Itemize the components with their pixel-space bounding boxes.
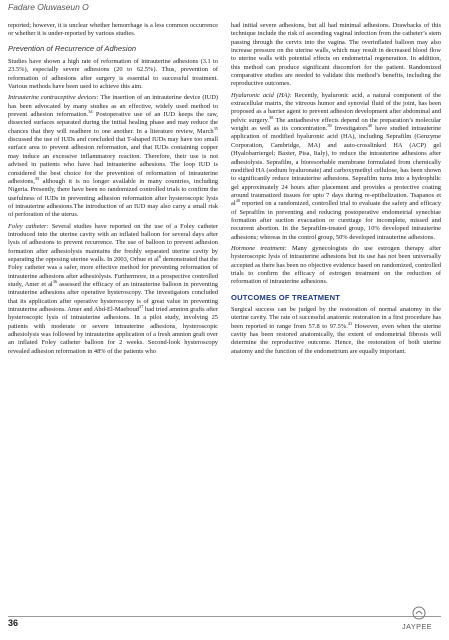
paragraph bbox=[8, 22, 218, 39]
paragraph-text: although it is no longer available in many countries, including Nigeria. Presently, there have been no randomized controlled trials to confirm the usefulness of IUDs in preventing adhesion reformation after hysteroscopic lysis of intrauterine adhesions.The introduction of an IUD may also carry a small risk of perforation of the uterus. bbox=[8, 177, 218, 219]
paragraph-text: Several studies have reported on the use of a Foley catheter introduced into the uterine cavity with an inflated balloon for several days after lysis of adhesions to prevent recurrence. The use of balloon to prevent adhesion formation after adhesiolysis maintains the freshly separated uterine cavity by separating the opposing uterine walls. In 2003, Orhue et al bbox=[8, 222, 218, 263]
publisher-logo: JAYPEE bbox=[402, 622, 433, 631]
paragraph-text: assessed the efficacy of an intrauterine balloon in preventing intrauterine adhesions after operative hysteroscopy. The investigators concluded that its application after operative hysteroscopy is of great value in preventing intrauterine adhesions. Amer and Abd-El-Maeboud bbox=[8, 280, 219, 313]
paragraph-text: Many gynecologists do use estrogen therapy after hysteroscopic lysis of intrauterine adhesions but its use has not been universally accepted as there has been no objective evidence based on randomized, controlled trials to confirm the efficacy of estrogen treatment on the reduction of reformation of intrauterine adhesions. bbox=[231, 244, 441, 286]
paragraph-lead: Foley catheter: bbox=[8, 222, 49, 230]
paragraph-text: The insertion of an intrauterine device (IUD) has been advocated by many studies as an effective, widely used method to prevent adhesion reformation. bbox=[8, 94, 218, 119]
citation: 41 bbox=[347, 320, 353, 326]
paragraph-text: The antiadhesive effects depend on the preparation’s molecular weight as well as its concentration. bbox=[231, 116, 441, 133]
citation: 38 bbox=[269, 114, 274, 120]
paragraph-text: Investigators bbox=[331, 125, 368, 133]
paragraph bbox=[231, 245, 441, 287]
citation: 36 bbox=[52, 278, 58, 284]
citation: 40 bbox=[235, 198, 241, 204]
paragraph bbox=[231, 306, 441, 356]
paragraph bbox=[8, 94, 218, 219]
paragraph-text: Recently, hyaluronic acid, a natural component of the extracellular matrix, the vitreous humor and synovial fluid of the joint, has been proposed as a barrier agent to prevent adhesion development after abdominal and pelvic surgery. bbox=[231, 91, 441, 124]
paragraph-text: have studied intrauterine application of modified hyaluronic acid (HA), including Seprafilm (Genzyme Corporation, Cambridge, MA) and auto-crosslinked HA (ACP) gel (Hyalobarriergel; Baxter, Pisa, Italy), to reduce the intrauterine adhesions after adhesiolysis. Seprafilm, a bioresorbable membrane formulated from chemically modified HA (sodium hyaluronate) and carboxymethyl cellulose, has been shown to significantly reduce intrauterine adhesions. Seprafilm turns into a hydrophilic gel approximately 24 hours after placement and provides a protective coating around traumatized tissues for upto 7 days during re-epithelization. Tsapanos et al bbox=[231, 125, 441, 208]
paragraph-text: Studies have shown a high rate of reformation of intrauterine adhesions (3.1 to 23.5%), especially severe adhesions (20 to 62.5%). Thus, prevention of reformation of adhesions after surgery is essential to successful treatment. Various methods have been used to achieve this aim. bbox=[8, 58, 218, 91]
citation: 39 bbox=[327, 123, 332, 128]
paragraph-text: demonstrated that the Foley catheter was a safer, more effective method for preventing reformation of intrauterine adhesions after adhesiolysis. Furthermore, in a prospective controlled study, Amer et al bbox=[8, 255, 218, 288]
right-column bbox=[231, 22, 441, 359]
publisher-logo-icon bbox=[412, 606, 426, 620]
left-column bbox=[8, 22, 218, 359]
paragraph-text: Postoperative use of an IUD keeps the raw, dissected surfaces separated during the initial healing phase and may reduce the chances that they will readhere to one another. In a literature review, March bbox=[8, 111, 219, 135]
citation: 37 bbox=[139, 303, 144, 309]
paragraph-text: reported; however, it is unclear whether hemorrhage is a less common occurrence or whether it is under-reported by various studies. bbox=[8, 22, 218, 38]
paragraph bbox=[8, 58, 218, 91]
paragraph-text: However, even when the uterine cavity has been restored anatomically, the extent of endometrial fibrosis will determine the reproductive outcome. Hence, the restoration of both uterine anatomy and the function of the endometrium are equally important. bbox=[231, 322, 441, 355]
page-number: 36 bbox=[8, 618, 19, 628]
running-head: Fadare Oluwaseun O bbox=[8, 2, 89, 12]
citation: 40 bbox=[367, 123, 373, 128]
paragraph bbox=[231, 92, 441, 242]
section-heading: OUTCOMES OF TREATMENT bbox=[231, 292, 341, 302]
paragraph-text: had tried amnion grafts after hysteroscopic lysis of intrauterine adhesions. In a pilot study, involving 25 patients with moderate or severe intrauterine adhesions, hysteroscopic adhesiolysis was followed by intrauterine application of a fresh amnion graft over an inflated Foley catheter balloon for 2 weeks. Second-look hysteroscopy revealed adhesion reformation in 48% of the patients who bbox=[8, 306, 218, 355]
footer-rule bbox=[8, 616, 441, 617]
citation: 35 bbox=[34, 175, 40, 181]
paragraph-text: reported on a randomized, controlled trial to evaluate the safety and efficacy of Seprafilm in preventing and reducing postoperative endometrial synechiae formation after suction evacuation or curettage for incomplete, missed and recurrent abortion. In the Seprafilm-treated group, 10% developed intrauterine adhesions; whereas in the control group, 50% developed intrauterine adhesions. bbox=[231, 200, 441, 241]
paragraph-text: had initial severe adhesions, but all had minimal adhesions. Drawbacks of this technique include the risk of ascending vaginal infection from the catheter’s stem passing through the cervix into the vagina. The overinflated balloon may also increase pressure on the uterine walls, which may result in decreased blood flow to uterine walls with potential effects on endometrial regeneration. In addition, this method can produce significant discomfort for the patient. Randomized comparative studies are needed to validate this method’s benefits, including the reproductive outcomes. bbox=[231, 22, 441, 88]
paragraph bbox=[231, 22, 441, 89]
citation: 34 bbox=[88, 108, 93, 114]
paragraph-lead: Intrauterine contraceptive devices: bbox=[8, 94, 99, 102]
paragraph-text: Surgical success can be judged by the restoration of normal anatomy in the uterine cavity. The rate of successful anatomic restoration in a first procedure has been reported to range from 57.8 to 97.5%. bbox=[231, 306, 441, 330]
subheading: Prevention of Recurrence of Adhesion bbox=[8, 43, 137, 53]
paragraph-text: discussed the use of IUDs and concluded that T-shaped IUDs may have too small surface area to prevent adhesion reformation, and that IUDs containing copper may induce an excessive inflammatory reaction. Therefore, their use is not advised in patients who have had intrauterine adhesions. The loop IUD is considered the best choice for the prevention of reformation of intrauterine adhesions, bbox=[8, 136, 218, 185]
paragraph-lead: Hyaluronic acid (HA): bbox=[231, 91, 292, 99]
citation: 6 bbox=[158, 253, 161, 259]
paragraph-lead: Hormone treatment: bbox=[231, 244, 287, 252]
citation: 35 bbox=[213, 125, 218, 131]
paragraph bbox=[8, 223, 218, 357]
